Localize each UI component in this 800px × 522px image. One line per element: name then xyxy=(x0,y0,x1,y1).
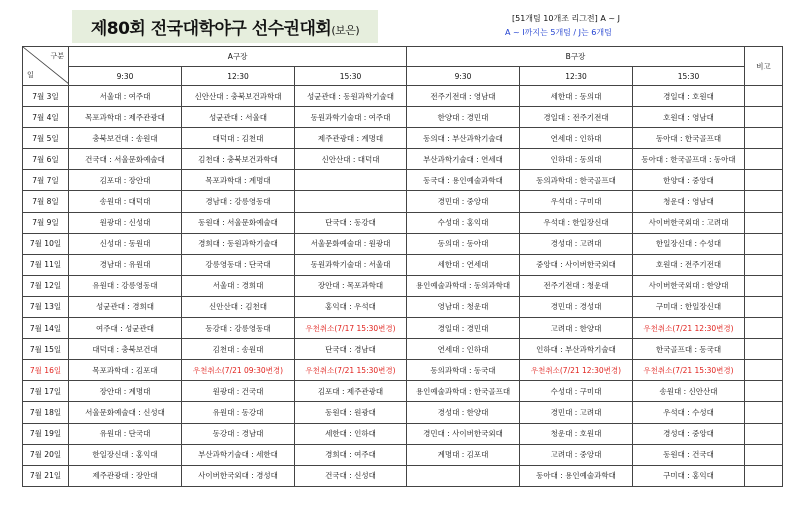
game-cell: 고려대 : 중앙대 xyxy=(520,444,633,465)
game-cell: 경희대 : 동원과학기술대 xyxy=(182,233,295,254)
game-cell: 연세대 : 인하대 xyxy=(520,128,633,149)
game-cell: 김천대 : 충북보건과학대 xyxy=(182,149,295,170)
remarks-cell xyxy=(745,381,783,402)
date-cell: 7월 5일 xyxy=(23,128,69,149)
table-row xyxy=(23,465,783,486)
game-cell: 경성대 : 중앙대 xyxy=(633,423,745,444)
game-cell: 신안산대 : 김천대 xyxy=(182,296,295,317)
game-cell: 대덕대 : 김천대 xyxy=(182,128,295,149)
game-cell: 동강대 : 경남대 xyxy=(182,423,295,444)
corner-header xyxy=(23,47,69,86)
venue-a-header: A구장 xyxy=(69,47,407,67)
game-cell: 동원대 : 건국대 xyxy=(633,444,745,465)
remarks-cell xyxy=(745,86,783,107)
game-cell: 동원과학기술대 : 서울대 xyxy=(295,254,407,275)
game-cell: 경민대 : 사이버한국외대 xyxy=(407,423,520,444)
game-cell: 세한대 : 연세대 xyxy=(407,254,520,275)
game-cell: 건국대 : 서울문화예술대 xyxy=(69,149,182,170)
time-header: 15:30 xyxy=(633,67,745,86)
time-header: 12:30 xyxy=(182,67,295,86)
game-cell: 우석대 : 구미대 xyxy=(520,191,633,212)
remarks-cell xyxy=(745,191,783,212)
game-cell: 김천대 : 송원대 xyxy=(182,339,295,360)
game-cell: 김포대 : 장안대 xyxy=(69,170,182,191)
remarks-cell xyxy=(745,149,783,170)
table-row xyxy=(23,423,783,444)
table-row xyxy=(23,254,783,275)
game-cell: 유원대 : 단국대 xyxy=(69,423,182,444)
game-cell: 경민대 : 경성대 xyxy=(520,296,633,317)
game-cell: 목포과학대 : 제주관광대 xyxy=(69,107,182,128)
game-cell: 호원대 : 영남대 xyxy=(633,107,745,128)
remarks-cell xyxy=(745,170,783,191)
remarks-cell xyxy=(745,444,783,465)
game-cell: 우석대 : 수성대 xyxy=(633,402,745,423)
table-row xyxy=(23,212,783,233)
game-cell: 청운대 : 영남대 xyxy=(633,191,745,212)
remarks-cell xyxy=(745,402,783,423)
game-cell: 동강대 : 강릉영동대 xyxy=(182,318,295,339)
game-cell: 목포과학대 : 계명대 xyxy=(182,170,295,191)
remarks-cell xyxy=(745,254,783,275)
game-cell: 목포과학대 : 김포대 xyxy=(69,360,182,381)
game-cell: 경일대 : 전주기전대 xyxy=(520,107,633,128)
title-banner xyxy=(72,10,378,43)
table-row xyxy=(23,318,783,339)
game-cell: 홍익대 : 우석대 xyxy=(295,296,407,317)
game-cell: 신안산대 : 충북보건과학대 xyxy=(182,86,295,107)
table-row xyxy=(23,360,783,381)
team-count-info: A ~ I까지는 5개팀 / J는 6개팀 xyxy=(505,28,612,37)
game-cell: 구미대 : 홍익대 xyxy=(633,465,745,486)
game-cell: 유원대 : 강릉영동대 xyxy=(69,275,182,296)
game-cell: 우석대 : 한일장신대 xyxy=(520,212,633,233)
table-row xyxy=(23,191,783,212)
time-header: 15:30 xyxy=(295,67,407,86)
remarks-header: 비고 xyxy=(745,47,783,86)
game-cell: 우천취소(7/21 09:30변경) xyxy=(182,360,295,381)
date-cell: 7월 19일 xyxy=(23,423,69,444)
remarks-cell xyxy=(745,423,783,444)
game-cell: 용인예술과학대 : 한국골프대 xyxy=(407,381,520,402)
date-cell: 7월 14일 xyxy=(23,318,69,339)
game-cell: 원광대 : 신성대 xyxy=(69,212,182,233)
game-cell: 경일대 : 경민대 xyxy=(407,318,520,339)
game-cell xyxy=(295,191,407,212)
game-cell: 신안산대 : 대덕대 xyxy=(295,149,407,170)
table-row xyxy=(23,296,783,317)
time-header: 9:30 xyxy=(69,67,182,86)
game-cell: 동원대 : 원광대 xyxy=(295,402,407,423)
remarks-cell xyxy=(745,339,783,360)
remarks-cell xyxy=(745,318,783,339)
remarks-cell xyxy=(745,296,783,317)
game-cell: 동원과학기술대 : 여주대 xyxy=(295,107,407,128)
game-cell: 경민대 : 중앙대 xyxy=(407,191,520,212)
table-row xyxy=(23,275,783,296)
game-cell: 사이버한국외대 : 경성대 xyxy=(182,465,295,486)
table-row xyxy=(23,149,783,170)
game-cell: 세한대 : 동의대 xyxy=(520,86,633,107)
remarks-cell xyxy=(745,128,783,149)
game-cell: 연세대 : 인하대 xyxy=(407,339,520,360)
game-cell: 경남대 : 강릉영동대 xyxy=(182,191,295,212)
game-cell: 한일장신대 : 수성대 xyxy=(633,233,745,254)
game-cell: 서울대 : 여주대 xyxy=(69,86,182,107)
game-cell: 여주대 : 성균관대 xyxy=(69,318,182,339)
game-cell: 한양대 : 중앙대 xyxy=(633,170,745,191)
remarks-cell xyxy=(745,233,783,254)
game-cell: 동아대 : 용인예술과학대 xyxy=(520,465,633,486)
game-cell: 제주관광대 : 계명대 xyxy=(295,128,407,149)
game-cell: 호원대 : 전주기전대 xyxy=(633,254,745,275)
table-row xyxy=(23,107,783,128)
remarks-cell xyxy=(745,465,783,486)
date-cell: 7월 20일 xyxy=(23,444,69,465)
game-cell: 경남대 : 유원대 xyxy=(69,254,182,275)
game-cell: 경성대 : 고려대 xyxy=(520,233,633,254)
page-title: 제80회 전국대학야구 선수권대회(보은) xyxy=(90,19,360,39)
game-cell: 수성대 : 구미대 xyxy=(520,381,633,402)
game-cell: 성균관대 : 서울대 xyxy=(182,107,295,128)
game-cell: 신성대 : 동원대 xyxy=(69,233,182,254)
game-cell: 인하대 : 부산과학기술대 xyxy=(520,339,633,360)
game-cell: 건국대 : 신성대 xyxy=(295,465,407,486)
date-cell: 7월 16일 xyxy=(23,360,69,381)
game-cell: 부산과학기술대 : 세한대 xyxy=(182,444,295,465)
game-cell: 인하대 : 동의대 xyxy=(520,149,633,170)
game-cell: 동아대 : 한국골프대 xyxy=(633,128,745,149)
game-cell: 구미대 : 한일장신대 xyxy=(633,296,745,317)
date-cell: 7월 3일 xyxy=(23,86,69,107)
date-cell: 7월 13일 xyxy=(23,296,69,317)
remarks-cell xyxy=(745,360,783,381)
game-cell: 청운대 : 호원대 xyxy=(520,423,633,444)
date-cell: 7월 11일 xyxy=(23,254,69,275)
game-cell: 유원대 : 동강대 xyxy=(182,402,295,423)
time-header: 12:30 xyxy=(520,67,633,86)
game-cell: 우천취소(7/21 12:30변경) xyxy=(520,360,633,381)
date-cell: 7월 10일 xyxy=(23,233,69,254)
game-cell: 동의과학대 : 동국대 xyxy=(407,360,520,381)
game-cell: 충북보건대 : 송원대 xyxy=(69,128,182,149)
game-cell: 서울문화예술대 : 원광대 xyxy=(295,233,407,254)
game-cell: 우천취소(7/21 12:30변경) xyxy=(633,318,745,339)
date-cell: 7월 7일 xyxy=(23,170,69,191)
game-cell: 중앙대 : 사이버한국외대 xyxy=(520,254,633,275)
table-row xyxy=(23,170,783,191)
game-cell: 동아대 : 한국골프대 : 동아대 xyxy=(633,149,745,170)
game-cell: 우천취소(7/17 15:30변경) xyxy=(295,318,407,339)
game-cell: 부산과학기술대 : 연세대 xyxy=(407,149,520,170)
game-cell: 제주관광대 : 장안대 xyxy=(69,465,182,486)
game-cell: 송원대 : 신안산대 xyxy=(633,381,745,402)
game-cell: 단국대 : 경남대 xyxy=(295,339,407,360)
game-cell: 사이버한국외대 : 한양대 xyxy=(633,275,745,296)
game-cell: 단국대 : 동강대 xyxy=(295,212,407,233)
date-cell: 7월 17일 xyxy=(23,381,69,402)
game-cell: 계명대 : 김포대 xyxy=(407,444,520,465)
corner-label-day: 일 xyxy=(27,71,34,79)
table-row xyxy=(23,444,783,465)
game-cell: 김포대 : 제주관광대 xyxy=(295,381,407,402)
game-cell: 전주기전대 : 청운대 xyxy=(520,275,633,296)
game-cell xyxy=(295,170,407,191)
table-row xyxy=(23,86,783,107)
game-cell: 영남대 : 청운대 xyxy=(407,296,520,317)
venue-b-header: B구장 xyxy=(407,47,745,67)
game-cell: 성균관대 : 경희대 xyxy=(69,296,182,317)
game-cell: 고려대 : 한양대 xyxy=(520,318,633,339)
game-cell: 우천취소(7/21 15:30변경) xyxy=(633,360,745,381)
game-cell: 동원대 : 서울문화예술대 xyxy=(182,212,295,233)
date-cell: 7월 4일 xyxy=(23,107,69,128)
table-row xyxy=(23,402,783,423)
game-cell: 원광대 : 건국대 xyxy=(182,381,295,402)
game-cell: 송원대 : 대덕대 xyxy=(69,191,182,212)
schedule-table xyxy=(22,46,783,487)
game-cell: 장안대 : 목포과학대 xyxy=(295,275,407,296)
date-cell: 7월 21일 xyxy=(23,465,69,486)
game-cell: 경성대 : 한양대 xyxy=(407,402,520,423)
corner-label-category: 구분 xyxy=(50,52,64,60)
remarks-cell xyxy=(745,107,783,128)
game-cell: 대덕대 : 충북보건대 xyxy=(69,339,182,360)
remarks-cell xyxy=(745,212,783,233)
table-row xyxy=(23,381,783,402)
game-cell: 한양대 : 경민대 xyxy=(407,107,520,128)
game-cell: 한일장신대 : 홍익대 xyxy=(69,444,182,465)
game-cell: 동의과학대 : 한국골프대 xyxy=(520,170,633,191)
game-cell: 경일대 : 호원대 xyxy=(633,86,745,107)
game-cell xyxy=(407,465,520,486)
game-cell: 용인예술과학대 : 동의과학대 xyxy=(407,275,520,296)
game-cell: 한국골프대 : 동국대 xyxy=(633,339,745,360)
game-cell: 경희대 : 여주대 xyxy=(295,444,407,465)
game-cell: 우천취소(7/21 15:30변경) xyxy=(295,360,407,381)
game-cell: 서울문화예술대 : 신성대 xyxy=(69,402,182,423)
date-cell: 7월 8일 xyxy=(23,191,69,212)
game-cell: 사이버한국외대 : 고려대 xyxy=(633,212,745,233)
game-cell: 동의대 : 동아대 xyxy=(407,233,520,254)
game-cell: 세한대 : 인하대 xyxy=(295,423,407,444)
game-cell: 강릉영동대 : 단국대 xyxy=(182,254,295,275)
game-cell: 동의대 : 부산과학기술대 xyxy=(407,128,520,149)
date-cell: 7월 9일 xyxy=(23,212,69,233)
table-row xyxy=(23,339,783,360)
table-row xyxy=(23,233,783,254)
date-cell: 7월 15일 xyxy=(23,339,69,360)
game-cell: 전주기전대 : 영남대 xyxy=(407,86,520,107)
game-cell: 장안대 : 계명대 xyxy=(69,381,182,402)
game-cell: 경민대 : 고려대 xyxy=(520,402,633,423)
table-row xyxy=(23,128,783,149)
date-cell: 7월 12일 xyxy=(23,275,69,296)
time-header: 9:30 xyxy=(407,67,520,86)
schedule-body xyxy=(23,86,783,487)
game-cell: 서울대 : 경희대 xyxy=(182,275,295,296)
date-cell: 7월 6일 xyxy=(23,149,69,170)
league-info: [51개팀 10개조 리그전] A ~ J xyxy=(512,14,620,23)
game-cell: 동국대 : 용인예술과학대 xyxy=(407,170,520,191)
game-cell: 성균관대 : 동원과학기술대 xyxy=(295,86,407,107)
date-cell: 7월 18일 xyxy=(23,402,69,423)
remarks-cell xyxy=(745,275,783,296)
game-cell: 수성대 : 홍익대 xyxy=(407,212,520,233)
